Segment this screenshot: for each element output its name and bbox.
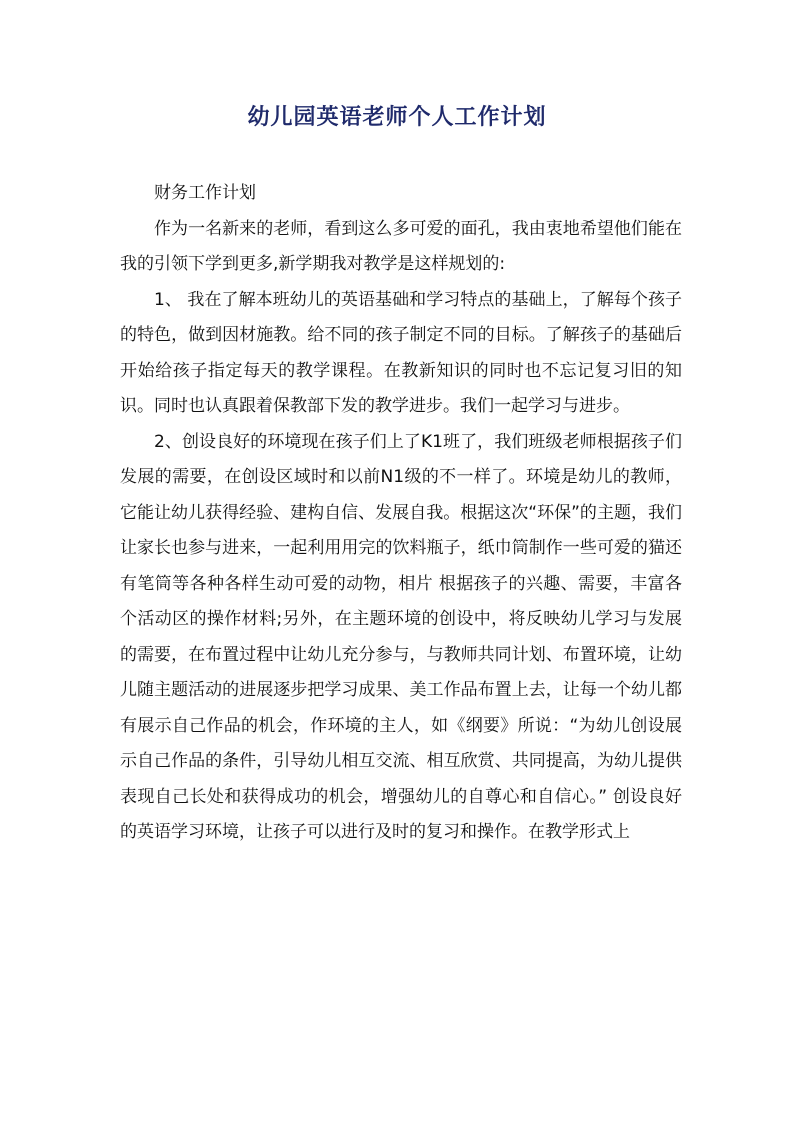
paragraph-item-2: 2、创设良好的环境现在孩子们上了K1班了，我们班级老师根据孩子们发展的需要，在创设区域时和以前N1级的不一样了。环境是幼儿的教师，它能让幼儿获得经验、建构自信、发展自我。根据这次“环保”的主题，我们让家长也参与进来，一起利用用完的饮料瓶子，纸巾筒制作一些可爱的猫还有笔筒等各种各样生动可爱的动物，相片 根据孩子的兴趣、需要，丰富各个活动区的操作材料;另外，在主题环境的创设中，将反映幼儿学习与发展的需要，在布置过程中让幼儿充分参与，与教师共同计划、布置环境，让幼儿随主题活动的进展逐步把学习成果、美工作品布置上去，让每一个幼儿都有展示自己作品的机会，作环境的主人，如《纲要》所说：“为幼儿创设展示自己作品的条件，引导幼儿相互交流、相互欣赏、共同提高，为幼儿提供表现自己长处和获得成功的机会，增强幼儿的自尊心和自信心。” 创设良好的英语学习环境，让孩子可以进行及时的复习和操作。在教学形式上 [120,431,682,842]
paragraph-item-1: 1、 我在了解本班幼儿的英语基础和学习特点的基础上，了解每个孩子的特色，做到因材施教。给不同的孩子制定不同的目标。了解孩子的基础后开始给孩子指定每天的教学课程。在教新知识的同时也不忘记复习旧的知识。同时也认真跟着保教部下发的教学进步。我们一起学习与进步。 [120,289,682,416]
document-body [120,176,682,851]
paragraph-heading: 财务工作计划 [154,183,256,203]
paragraph-intro: 作为一名新来的老师，看到这么多可爱的面孔，我由衷地希望他们能在我的引领下学到更多,新学期我对教学是这样规划的: [120,218,682,274]
document-title: 幼儿园英语老师个人工作计划 [247,104,547,130]
